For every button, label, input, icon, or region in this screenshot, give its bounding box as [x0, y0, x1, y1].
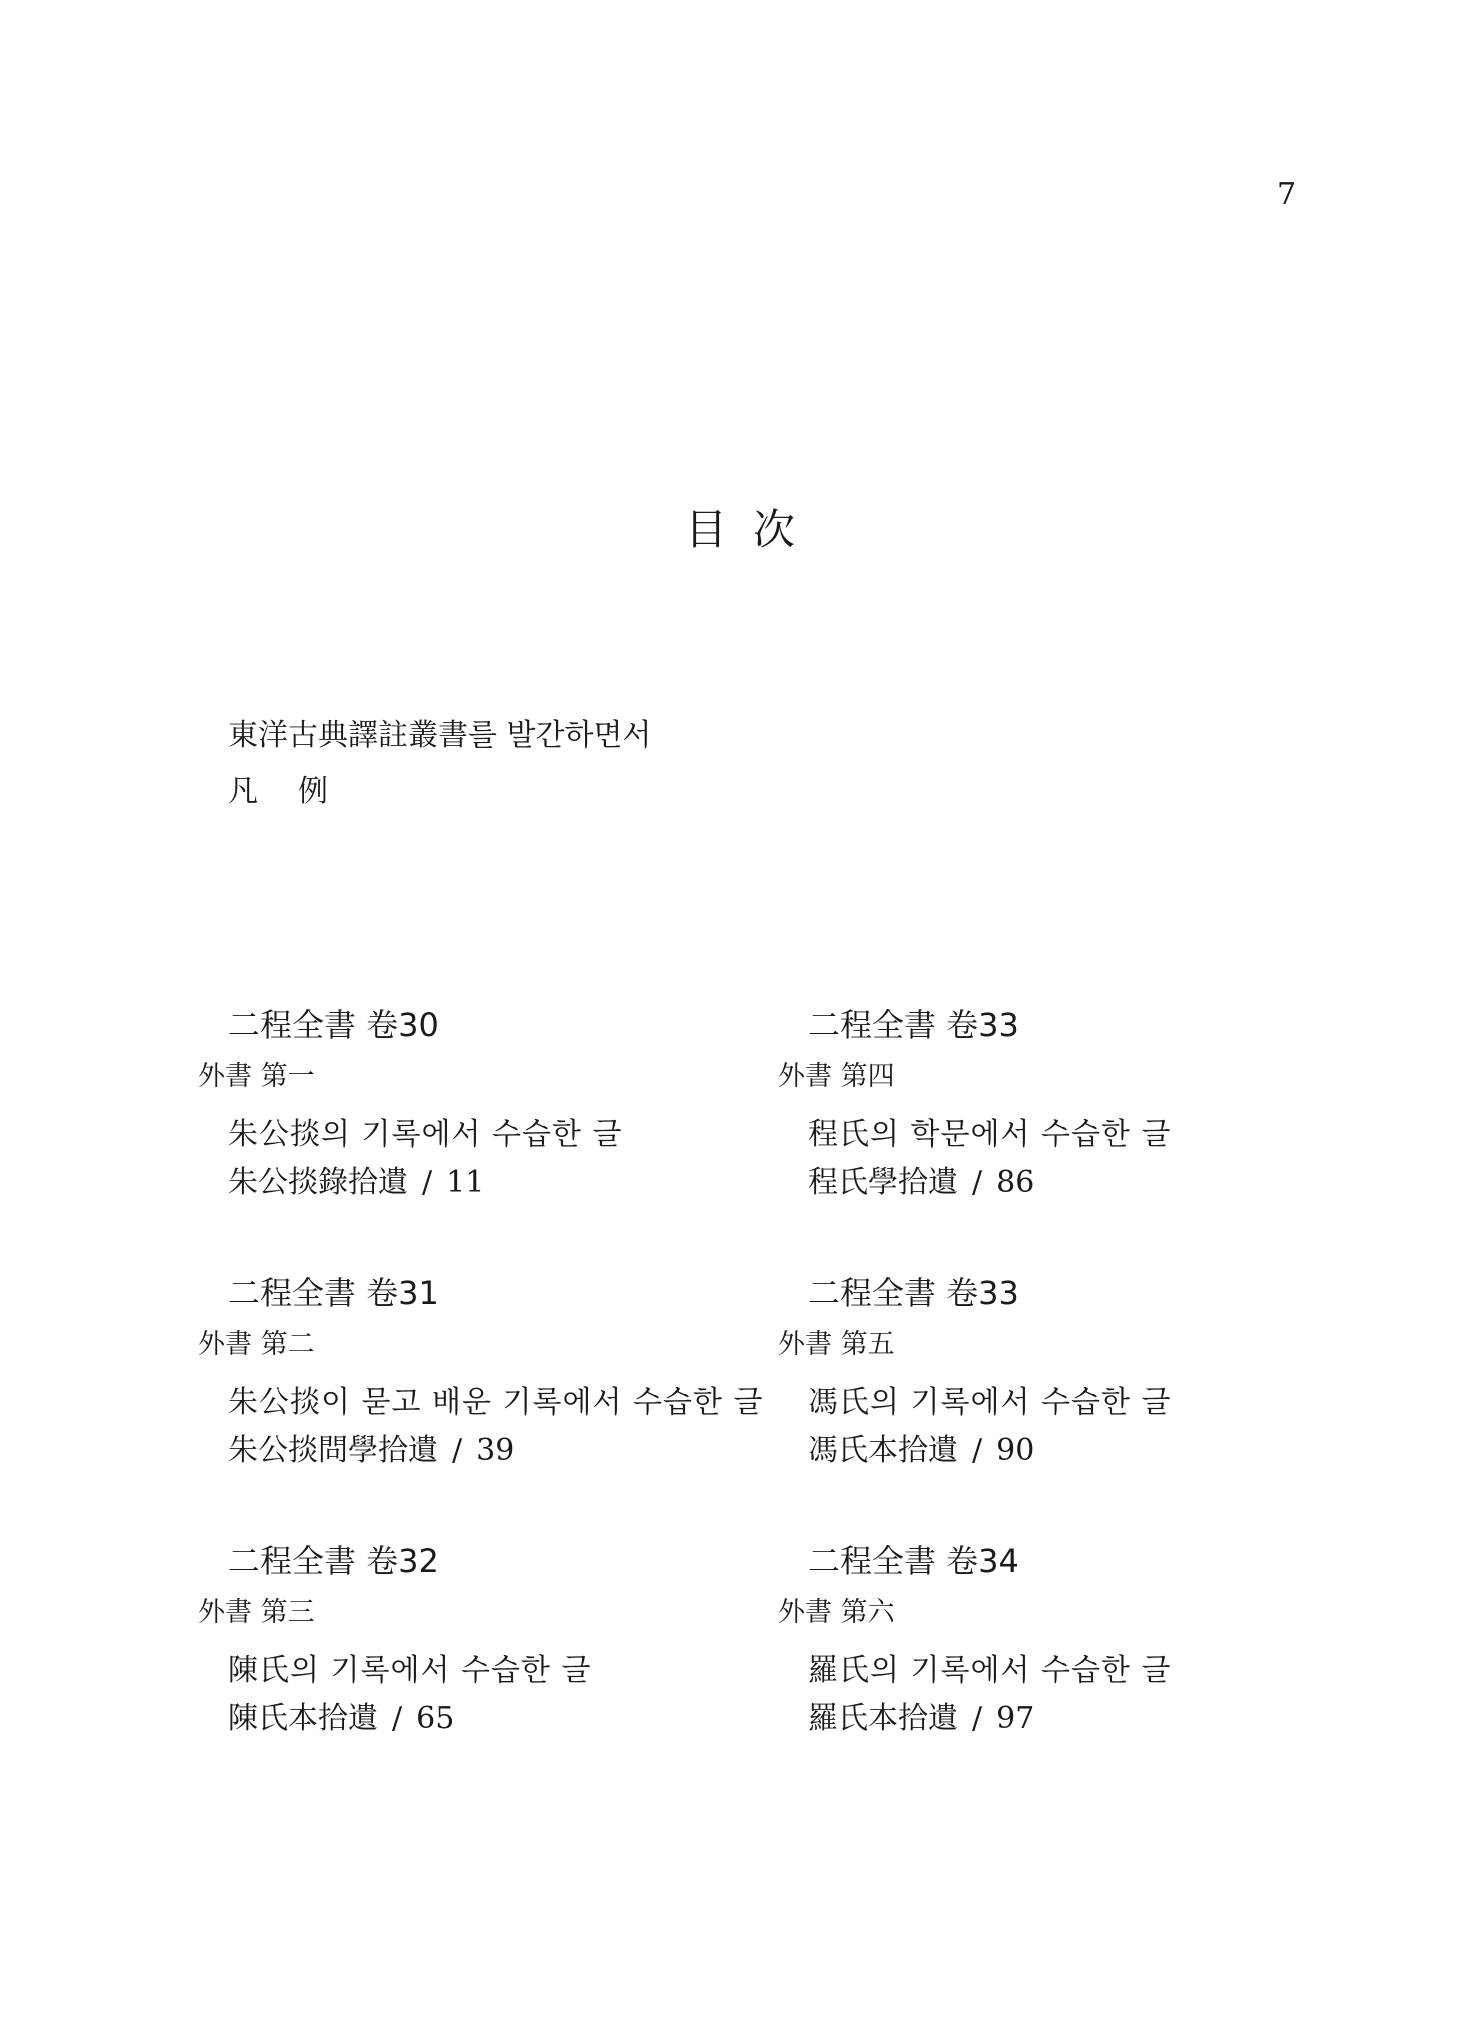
entry-page-number: 90 — [996, 1433, 1035, 1468]
volume-title: 二程全書 卷34 — [808, 1542, 1019, 1580]
entry-description[interactable]: 陳氏의 기록에서 수습한 글 — [228, 1653, 592, 1688]
separator: / — [972, 1165, 983, 1200]
entry-description[interactable]: 馮氏의 기록에서 수습한 글 — [808, 1385, 1172, 1420]
entry-page-number: 11 — [446, 1165, 485, 1200]
part-title: 外書 第二 — [198, 1329, 315, 1360]
toc-section — [778, 1273, 1338, 1513]
entry-description[interactable]: 朱公掞이 묻고 배운 기록에서 수습한 글 — [228, 1385, 764, 1420]
entry-page-number: 97 — [996, 1701, 1035, 1736]
part-title: 外書 第一 — [198, 1061, 315, 1092]
volume-title: 二程全書 卷31 — [228, 1274, 439, 1312]
separator: / — [972, 1701, 983, 1736]
volume-title: 二程全書 卷30 — [228, 1006, 439, 1044]
entry-reference[interactable] — [228, 1433, 514, 1469]
entry-reference[interactable] — [808, 1701, 1034, 1737]
entry-description[interactable]: 程氏의 학문에서 수습한 글 — [808, 1117, 1172, 1152]
entry-original-title: 陳氏本拾遺 — [228, 1701, 378, 1736]
entry-original-title: 程氏學拾遺 — [808, 1165, 958, 1200]
entry-reference[interactable] — [808, 1165, 1034, 1201]
separator: / — [422, 1165, 433, 1200]
toc-section — [198, 1541, 758, 1781]
volume-title: 二程全書 卷33 — [808, 1274, 1019, 1312]
entry-reference[interactable] — [228, 1165, 484, 1201]
entry-page-number: 65 — [416, 1701, 455, 1736]
toc-section — [778, 1541, 1338, 1781]
toc-section — [198, 1005, 758, 1245]
front-matter-explanatory-notes[interactable]: 凡例 — [228, 774, 368, 809]
entry-original-title: 羅氏本拾遺 — [808, 1701, 958, 1736]
entry-reference[interactable] — [808, 1433, 1034, 1469]
volume-title: 二程全書 卷32 — [228, 1542, 439, 1580]
entry-original-title: 朱公掞錄拾遺 — [228, 1165, 408, 1200]
part-title: 外書 第三 — [198, 1597, 315, 1628]
entry-page-number: 86 — [996, 1165, 1035, 1200]
entry-page-number: 39 — [476, 1433, 515, 1468]
entry-original-title: 馮氏本拾遺 — [808, 1433, 958, 1468]
entry-reference[interactable] — [228, 1701, 454, 1737]
part-title: 外書 第六 — [778, 1597, 895, 1628]
entry-description[interactable]: 朱公掞의 기록에서 수습한 글 — [228, 1117, 623, 1152]
volume-title: 二程全書 卷33 — [808, 1006, 1019, 1044]
separator: / — [452, 1433, 463, 1468]
part-title: 外書 第四 — [778, 1061, 895, 1092]
entry-description[interactable]: 羅氏의 기록에서 수습한 글 — [808, 1653, 1172, 1688]
separator: / — [972, 1433, 983, 1468]
page-number: 7 — [1277, 177, 1297, 212]
entry-original-title: 朱公掞問學拾遺 — [228, 1433, 438, 1468]
toc-section — [198, 1273, 764, 1513]
front-matter-publication-preface[interactable]: 東洋古典譯註叢書를 발간하면서 — [228, 718, 652, 753]
page-title: 目次 — [684, 505, 821, 554]
separator: / — [392, 1701, 403, 1736]
toc-section — [778, 1005, 1338, 1245]
part-title: 外書 第五 — [778, 1329, 895, 1360]
